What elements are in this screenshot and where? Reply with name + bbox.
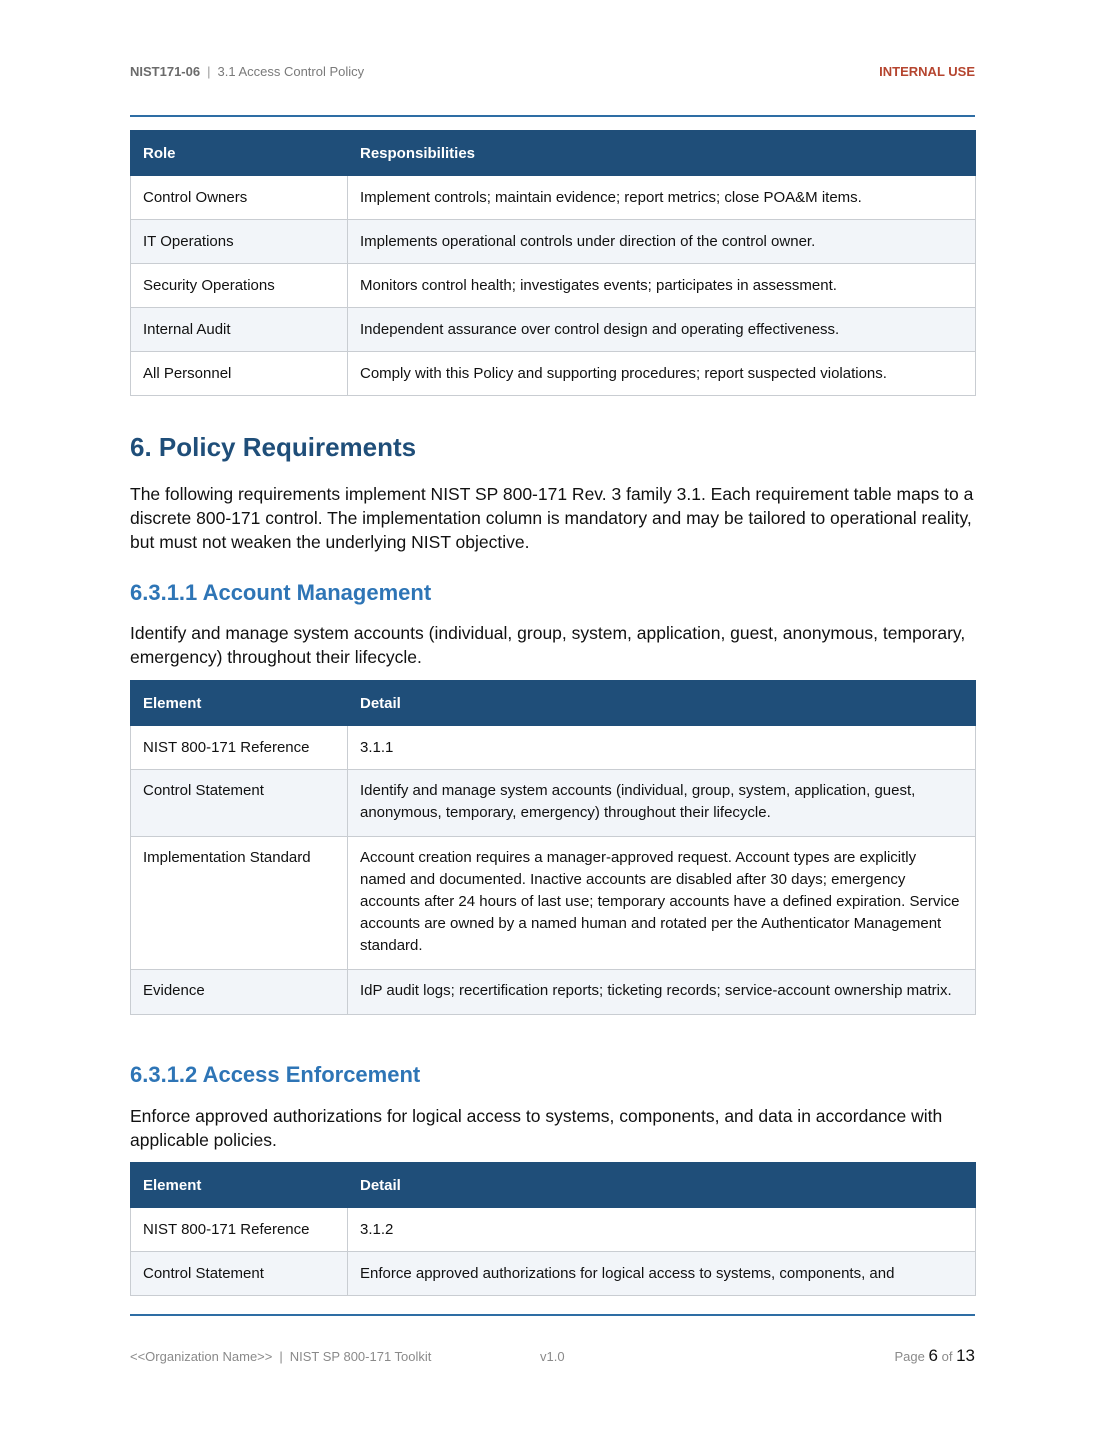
roles-table: [130, 130, 976, 396]
toolkit-name: NIST SP 800-171 Toolkit: [289, 1349, 432, 1364]
table-row: [131, 308, 976, 352]
detail-cell: IdP audit logs; recertification reports; ticketing records; service-account ownership matrix.: [348, 970, 976, 1015]
page-footer: [130, 1346, 975, 1368]
column-header-role: Role: [131, 131, 348, 176]
table-header-row: [131, 131, 976, 176]
section-intro: The following requirements implement NIST SP 800-171 Rev. 3 family 3.1. Each requirement table maps to a discrete 800-171 control. The implementation column is mandatory and may be tailored to operational reality, but must not weaken the underlying NIST objective.: [130, 484, 974, 552]
header-section-title: 3.1 Access Control Policy: [217, 64, 365, 79]
detail-cell: 3.1.1: [348, 726, 976, 770]
requirement-heading-access-enforcement: 6.3.1.2 Access Enforcement: [130, 1062, 421, 1087]
access-enforcement-table: [130, 1162, 976, 1296]
column-header-responsibilities: Responsibilities: [348, 131, 976, 176]
requirement-heading-account-management: 6.3.1.1 Account Management: [130, 580, 432, 605]
element-cell: Evidence: [131, 970, 348, 1015]
column-header-detail: Detail: [348, 681, 976, 726]
element-cell: NIST 800-171 Reference: [131, 726, 348, 770]
table-row: [131, 837, 976, 970]
section-heading: 6. Policy Requirements: [130, 432, 417, 462]
footer-org-toolkit: [130, 1349, 431, 1364]
table-row: [131, 770, 976, 837]
organization-name: <<Organization Name>>: [130, 1349, 273, 1364]
element-cell: Control Statement: [131, 770, 348, 837]
current-page: 6: [928, 1346, 938, 1365]
footer-separator: |: [279, 1349, 283, 1364]
total-pages: 13: [956, 1346, 975, 1365]
table-row: [131, 220, 976, 264]
footer-rule: [130, 1314, 975, 1316]
column-header-element: Element: [131, 1163, 348, 1208]
of-label: of: [941, 1349, 953, 1364]
role-cell: IT Operations: [131, 220, 348, 264]
responsibility-cell: Implements operational controls under direction of the control owner.: [348, 220, 976, 264]
table-row: [131, 1252, 976, 1296]
header-rule: [130, 115, 975, 117]
role-cell: All Personnel: [131, 352, 348, 396]
requirement-description: Identify and manage system accounts (individual, group, system, application, guest, anonymous, temporary, emergency) throughout their lifecycle.: [130, 623, 966, 667]
page-number: [895, 1346, 975, 1366]
document-id: NIST171-06: [130, 64, 201, 79]
page-header: [130, 64, 975, 84]
responsibility-cell: Independent assurance over control design and operating effectiveness.: [348, 308, 976, 352]
requirement-description: Enforce approved authorizations for logical access to systems, components, and data in accordance with applicable policies.: [130, 1106, 943, 1150]
table-row: [131, 726, 976, 770]
column-header-element: Element: [131, 681, 348, 726]
detail-cell: Enforce approved authorizations for logical access to systems, components, and: [348, 1252, 976, 1296]
element-cell: NIST 800-171 Reference: [131, 1208, 348, 1252]
table-row: [131, 264, 976, 308]
responsibility-cell: Implement controls; maintain evidence; report metrics; close POA&M items.: [348, 176, 976, 220]
header-separator: |: [207, 64, 211, 79]
page-label: Page: [894, 1349, 925, 1364]
table-row: [131, 176, 976, 220]
column-header-detail: Detail: [348, 1163, 976, 1208]
detail-cell: 3.1.2: [348, 1208, 976, 1252]
classification-label: INTERNAL USE: [879, 64, 975, 79]
document-version: v1.0: [540, 1349, 565, 1364]
detail-cell: Account creation requires a manager-approved request. Account types are explicitly named and documented. Inactive accounts are disabled after 30 days; emergency accounts after 24 hours of last use; temporary accounts have a defined expiration. Service accounts are owned by a named human and rotated per the Authenticator Management standard.: [348, 837, 976, 970]
role-cell: Security Operations: [131, 264, 348, 308]
table-row: [131, 970, 976, 1015]
element-cell: Implementation Standard: [131, 837, 348, 970]
responsibility-cell: Comply with this Policy and supporting procedures; report suspected violations.: [348, 352, 976, 396]
account-management-table: [130, 680, 976, 1015]
table-header-row: [131, 1163, 976, 1208]
element-cell: Control Statement: [131, 1252, 348, 1296]
role-cell: Internal Audit: [131, 308, 348, 352]
detail-cell: Identify and manage system accounts (individual, group, system, application, guest, anonymous, temporary, emergency) throughout their lifecycle.: [348, 770, 976, 837]
table-header-row: [131, 681, 976, 726]
table-row: [131, 1208, 976, 1252]
role-cell: Control Owners: [131, 176, 348, 220]
responsibility-cell: Monitors control health; investigates events; participates in assessment.: [348, 264, 976, 308]
table-row: [131, 352, 976, 396]
